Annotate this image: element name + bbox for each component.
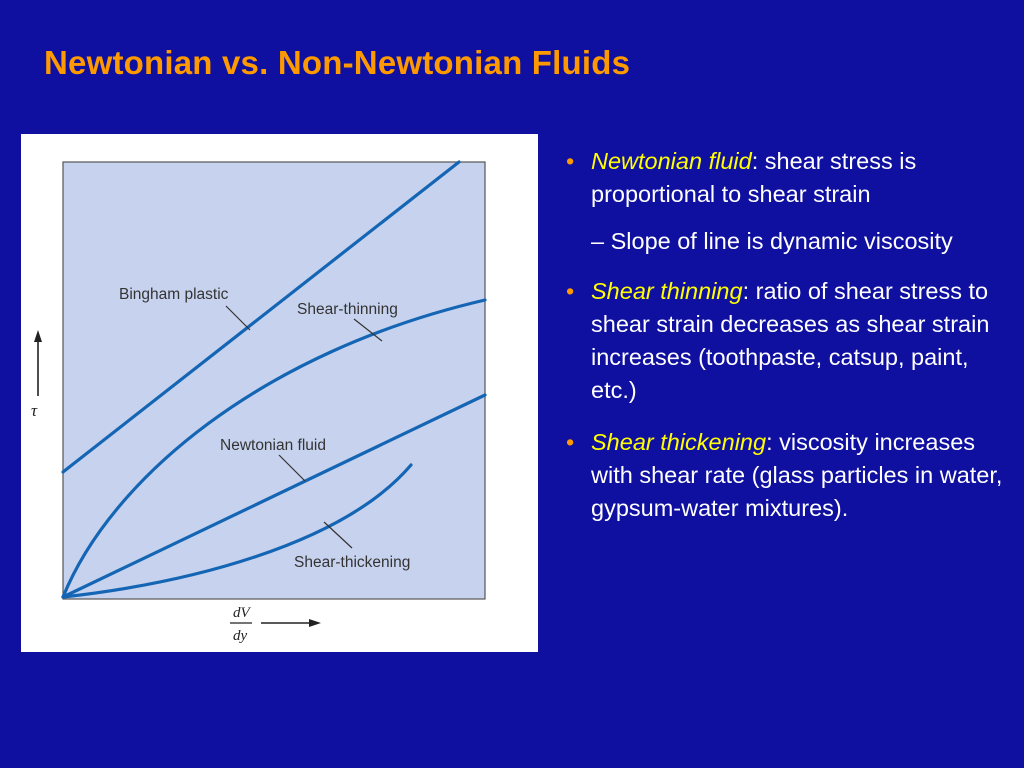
x-axis-arrowhead	[309, 619, 321, 627]
slide-title: Newtonian vs. Non-Newtonian Fluids	[44, 44, 631, 81]
rheology-diagram	[21, 134, 538, 652]
newtonian-fluid-label: Newtonian fluid	[220, 437, 326, 454]
bullet-text: : viscosity increases with shear rate (glass particles in water, gypsum-water mixtures).	[591, 429, 1003, 521]
term-shear-thickening: Shear thickening	[591, 429, 767, 455]
bullet-list	[566, 145, 1011, 544]
x-axis-denominator: dy	[233, 628, 248, 644]
tau-symbol: τ	[31, 401, 38, 420]
bullet-marker: •	[566, 148, 575, 174]
bingham-plastic-label: Bingham plastic	[119, 286, 229, 303]
x-axis-numerator: dV	[233, 605, 250, 621]
shear-thickening-label: Shear-thickening	[294, 554, 411, 571]
y-axis-arrowhead	[34, 330, 42, 342]
diagram-svg	[21, 134, 538, 652]
bullet-marker: •	[566, 278, 575, 304]
bullet-shear-thickening	[566, 426, 1011, 525]
term-newtonian-fluid: Newtonian fluid	[591, 148, 752, 174]
term-shear-thinning: Shear thinning	[591, 278, 743, 304]
shear-thinning-label: Shear-thinning	[297, 301, 398, 318]
bullet-shear-thinning	[566, 275, 1011, 407]
bullet-marker: •	[566, 429, 575, 455]
bullet-text: : ratio of shear stress to shear strain decreases as shear strain increases (toothpaste, catsup, paint, etc.)	[591, 278, 990, 403]
bullet-text: : shear stress is proportional to shear strain	[591, 148, 917, 207]
bullet-newtonian-fluid	[566, 145, 1011, 211]
sub-point-dynamic-viscosity: – Slope of line is dynamic viscosity	[591, 228, 953, 254]
